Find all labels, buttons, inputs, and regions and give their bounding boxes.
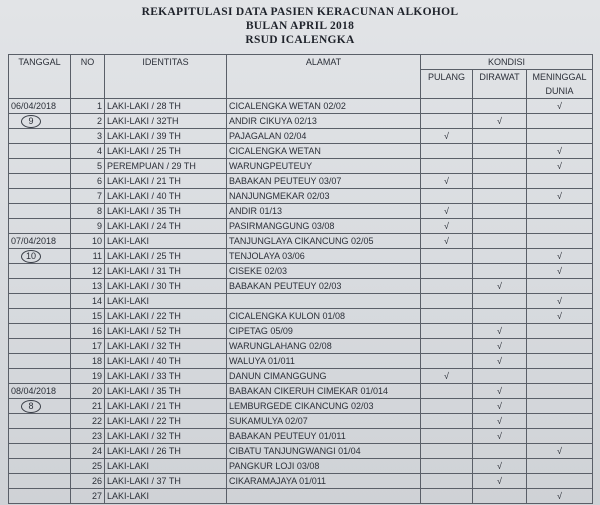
table-row [9, 384, 593, 399]
group-count-circle: 9 [21, 115, 41, 128]
report-title: REKAPITULASI DATA PASIEN KERACUNAN ALKOHOL [141, 6, 459, 18]
identitas-cell: LAKI-LAKI / 35 TH [105, 204, 227, 219]
tanggal-cell [9, 354, 71, 369]
group-count-circle: 10 [21, 250, 41, 263]
table-row [9, 159, 593, 174]
tanggal-cell [9, 219, 71, 234]
identitas-cell: LAKI-LAKI / 25 TH [105, 249, 227, 264]
kondisi-pulang-cell [421, 324, 473, 339]
kondisi-pulang-cell: √ [421, 219, 473, 234]
table-row [9, 354, 593, 369]
header-identitas: IDENTITAS [105, 55, 227, 99]
identitas-cell: LAKI-LAKI / 32 TH [105, 339, 227, 354]
row-number: 7 [71, 189, 105, 204]
table-row [9, 414, 593, 429]
alamat-cell: ANDIR 01/13 [227, 204, 421, 219]
kondisi-meninggal-cell [527, 474, 593, 489]
alamat-cell: DANUN CIMANGGUNG [227, 369, 421, 384]
tanggal-cell [9, 324, 71, 339]
header-kondisi: KONDISI [421, 55, 593, 70]
tanggal-cell [9, 174, 71, 189]
kondisi-dirawat-cell [473, 159, 527, 174]
tanggal-cell [9, 474, 71, 489]
kondisi-meninggal-cell: √ [527, 249, 593, 264]
identitas-cell: LAKI-LAKI / 22 TH [105, 309, 227, 324]
kondisi-meninggal-cell [527, 324, 593, 339]
kondisi-meninggal-cell [527, 459, 593, 474]
kondisi-meninggal-cell [527, 129, 593, 144]
kondisi-dirawat-cell: √ [473, 429, 527, 444]
tanggal-cell [9, 459, 71, 474]
kondisi-pulang-cell [421, 354, 473, 369]
kondisi-dirawat-cell [473, 249, 527, 264]
alamat-cell: BABAKAN PEUTEUY 02/03 [227, 279, 421, 294]
identitas-cell: LAKI-LAKI / 40 TH [105, 354, 227, 369]
kondisi-pulang-cell [421, 114, 473, 129]
kondisi-pulang-cell [421, 159, 473, 174]
kondisi-pulang-cell: √ [421, 234, 473, 249]
table-row [9, 294, 593, 309]
table-row [9, 489, 593, 504]
tanggal-cell [9, 489, 71, 504]
identitas-cell: LAKI-LAKI / 32 TH [105, 429, 227, 444]
kondisi-dirawat-cell [473, 369, 527, 384]
kondisi-meninggal-cell: √ [527, 294, 593, 309]
identitas-cell: LAKI-LAKI / 25 TH [105, 144, 227, 159]
row-number: 5 [71, 159, 105, 174]
row-number: 10 [71, 234, 105, 249]
kondisi-dirawat-cell: √ [473, 459, 527, 474]
patient-table [8, 54, 593, 504]
kondisi-pulang-cell [421, 444, 473, 459]
kondisi-meninggal-cell [527, 204, 593, 219]
kondisi-meninggal-cell [527, 384, 593, 399]
identitas-cell: LAKI-LAKI / 28 TH [105, 99, 227, 114]
kondisi-pulang-cell: √ [421, 174, 473, 189]
alamat-cell: CICALENGKA KULON 01/08 [227, 309, 421, 324]
header-dirawat: DIRAWAT [473, 70, 527, 99]
kondisi-meninggal-cell: √ [527, 264, 593, 279]
kondisi-dirawat-cell: √ [473, 324, 527, 339]
kondisi-dirawat-cell: √ [473, 279, 527, 294]
table-row [9, 204, 593, 219]
alamat-cell [227, 294, 421, 309]
kondisi-dirawat-cell [473, 174, 527, 189]
kondisi-pulang-cell [421, 189, 473, 204]
tanggal-cell [9, 444, 71, 459]
group-date: 06/04/2018 [11, 101, 57, 111]
row-number: 20 [71, 384, 105, 399]
group-date: 07/04/2018 [11, 236, 57, 246]
identitas-cell: LAKI-LAKI / 32TH [105, 114, 227, 129]
kondisi-pulang-cell [421, 489, 473, 504]
header-meninggal: MENINGGAL DUNIA [527, 70, 593, 99]
tanggal-cell [9, 399, 71, 414]
kondisi-pulang-cell: √ [421, 369, 473, 384]
alamat-cell: BABAKAN CIKERUH CIMEKAR 01/014 [227, 384, 421, 399]
row-number: 12 [71, 264, 105, 279]
kondisi-pulang-cell [421, 459, 473, 474]
table-row [9, 309, 593, 324]
tanggal-cell [9, 189, 71, 204]
row-number: 24 [71, 444, 105, 459]
table-row [9, 234, 593, 249]
kondisi-pulang-cell [421, 294, 473, 309]
alamat-cell: CIKARAMAJAYA 01/011 [227, 474, 421, 489]
table-row [9, 174, 593, 189]
table-row [9, 474, 593, 489]
tanggal-cell [9, 309, 71, 324]
tanggal-cell [9, 204, 71, 219]
kondisi-pulang-cell [421, 264, 473, 279]
tanggal-cell [9, 369, 71, 384]
identitas-cell: LAKI-LAKI [105, 489, 227, 504]
kondisi-pulang-cell [421, 429, 473, 444]
kondisi-dirawat-cell [473, 309, 527, 324]
kondisi-meninggal-cell: √ [527, 489, 593, 504]
alamat-cell: TANJUNGLAYA CIKANCUNG 02/05 [227, 234, 421, 249]
alamat-cell: CISEKE 02/03 [227, 264, 421, 279]
kondisi-dirawat-cell: √ [473, 384, 527, 399]
kondisi-dirawat-cell: √ [473, 474, 527, 489]
kondisi-meninggal-cell [527, 429, 593, 444]
alamat-cell [227, 489, 421, 504]
alamat-cell: CIPETAG 05/09 [227, 324, 421, 339]
identitas-cell: LAKI-LAKI / 21 TH [105, 174, 227, 189]
kondisi-dirawat-cell [473, 294, 527, 309]
row-number: 9 [71, 219, 105, 234]
alamat-cell: PAJAGALAN 02/04 [227, 129, 421, 144]
tanggal-cell [9, 114, 71, 129]
kondisi-meninggal-cell: √ [527, 189, 593, 204]
kondisi-pulang-cell [421, 384, 473, 399]
table-row [9, 264, 593, 279]
row-number: 25 [71, 459, 105, 474]
kondisi-meninggal-cell [527, 219, 593, 234]
identitas-cell: LAKI-LAKI / 37 TH [105, 474, 227, 489]
tanggal-cell [9, 414, 71, 429]
identitas-cell: LAKI-LAKI / 22 TH [105, 414, 227, 429]
row-number: 21 [71, 399, 105, 414]
kondisi-dirawat-cell: √ [473, 114, 527, 129]
report-period: BULAN APRIL 2018 [245, 20, 355, 32]
tanggal-cell [9, 294, 71, 309]
tanggal-cell [9, 144, 71, 159]
table-row [9, 399, 593, 414]
tanggal-cell [9, 249, 71, 264]
alamat-cell: CIBATU TANJUNGWANGI 01/04 [227, 444, 421, 459]
table-row [9, 369, 593, 384]
table-row [9, 219, 593, 234]
alamat-cell: BABAKAN PEUTEUY 03/07 [227, 174, 421, 189]
kondisi-pulang-cell: √ [421, 204, 473, 219]
table-row [9, 114, 593, 129]
report-hospital: RSUD ICALENGKA [245, 34, 355, 46]
row-number: 22 [71, 414, 105, 429]
identitas-cell: LAKI-LAKI / 33 TH [105, 369, 227, 384]
table-body [9, 99, 593, 504]
kondisi-pulang-cell [421, 99, 473, 114]
identitas-cell: LAKI-LAKI / 39 TH [105, 129, 227, 144]
row-number: 23 [71, 429, 105, 444]
alamat-cell: WARUNGLAHANG 02/08 [227, 339, 421, 354]
kondisi-meninggal-cell [527, 339, 593, 354]
kondisi-dirawat-cell [473, 144, 527, 159]
alamat-cell: SUKAMULYA 02/07 [227, 414, 421, 429]
kondisi-dirawat-cell [473, 189, 527, 204]
table-row [9, 339, 593, 354]
row-number: 27 [71, 489, 105, 504]
tanggal-cell [9, 339, 71, 354]
kondisi-dirawat-cell: √ [473, 399, 527, 414]
header-no: NO [71, 55, 105, 99]
kondisi-dirawat-cell [473, 219, 527, 234]
kondisi-pulang-cell [421, 144, 473, 159]
alamat-cell: CICALENGKA WETAN [227, 144, 421, 159]
tanggal-cell [9, 279, 71, 294]
kondisi-meninggal-cell [527, 174, 593, 189]
table-row [9, 444, 593, 459]
kondisi-dirawat-cell [473, 99, 527, 114]
identitas-cell: LAKI-LAKI / 40 TH [105, 189, 227, 204]
alamat-cell: ANDIR CIKUYA 02/13 [227, 114, 421, 129]
identitas-cell: LAKI-LAKI [105, 294, 227, 309]
kondisi-dirawat-cell: √ [473, 414, 527, 429]
tanggal-cell [9, 264, 71, 279]
tanggal-cell [9, 99, 71, 114]
table-row [9, 144, 593, 159]
row-number: 19 [71, 369, 105, 384]
alamat-cell: PASIRMANGGUNG 03/08 [227, 219, 421, 234]
kondisi-meninggal-cell [527, 114, 593, 129]
identitas-cell: LAKI-LAKI / 30 TH [105, 279, 227, 294]
tanggal-cell [9, 159, 71, 174]
identitas-cell: LAKI-LAKI / 31 TH [105, 264, 227, 279]
kondisi-pulang-cell [421, 309, 473, 324]
kondisi-pulang-cell [421, 339, 473, 354]
kondisi-meninggal-cell [527, 234, 593, 249]
kondisi-pulang-cell [421, 474, 473, 489]
group-date: 08/04/2018 [11, 386, 57, 396]
identitas-cell: LAKI-LAKI / 26 TH [105, 444, 227, 459]
row-number: 13 [71, 279, 105, 294]
row-number: 6 [71, 174, 105, 189]
identitas-cell: LAKI-LAKI / 52 TH [105, 324, 227, 339]
kondisi-pulang-cell [421, 399, 473, 414]
kondisi-meninggal-cell [527, 414, 593, 429]
kondisi-meninggal-cell: √ [527, 99, 593, 114]
table-row [9, 99, 593, 114]
identitas-cell: LAKI-LAKI / 21 TH [105, 399, 227, 414]
kondisi-meninggal-cell: √ [527, 444, 593, 459]
header-pulang: PULANG [421, 70, 473, 99]
kondisi-dirawat-cell [473, 444, 527, 459]
row-number: 1 [71, 99, 105, 114]
row-number: 14 [71, 294, 105, 309]
tanggal-cell [9, 384, 71, 399]
kondisi-meninggal-cell [527, 354, 593, 369]
table-row [9, 279, 593, 294]
alamat-cell: NANJUNGMEKAR 02/03 [227, 189, 421, 204]
kondisi-dirawat-cell [473, 234, 527, 249]
kondisi-pulang-cell [421, 249, 473, 264]
row-number: 18 [71, 354, 105, 369]
alamat-cell: PANGKUR LOJI 03/08 [227, 459, 421, 474]
header-alamat: ALAMAT [227, 55, 421, 99]
kondisi-pulang-cell [421, 279, 473, 294]
alamat-cell: WALUYA 01/011 [227, 354, 421, 369]
table-row [9, 324, 593, 339]
tanggal-cell [9, 429, 71, 444]
alamat-cell: TENJOLAYA 03/06 [227, 249, 421, 264]
identitas-cell: LAKI-LAKI / 35 TH [105, 384, 227, 399]
alamat-cell: CICALENGKA WETAN 02/02 [227, 99, 421, 114]
row-number: 26 [71, 474, 105, 489]
kondisi-dirawat-cell: √ [473, 354, 527, 369]
kondisi-pulang-cell: √ [421, 129, 473, 144]
tanggal-cell [9, 129, 71, 144]
row-number: 4 [71, 144, 105, 159]
row-number: 8 [71, 204, 105, 219]
table-row [9, 429, 593, 444]
table-row [9, 129, 593, 144]
header-tanggal: TANGGAL [9, 55, 71, 99]
kondisi-dirawat-cell [473, 489, 527, 504]
row-number: 17 [71, 339, 105, 354]
table-row [9, 249, 593, 264]
kondisi-meninggal-cell: √ [527, 159, 593, 174]
row-number: 11 [71, 249, 105, 264]
kondisi-meninggal-cell: √ [527, 144, 593, 159]
alamat-cell: LEMBURGEDE CIKANCUNG 02/03 [227, 399, 421, 414]
kondisi-dirawat-cell: √ [473, 339, 527, 354]
kondisi-dirawat-cell [473, 264, 527, 279]
kondisi-meninggal-cell [527, 369, 593, 384]
identitas-cell: LAKI-LAKI / 24 TH [105, 219, 227, 234]
kondisi-dirawat-cell [473, 204, 527, 219]
row-number: 3 [71, 129, 105, 144]
row-number: 16 [71, 324, 105, 339]
alamat-cell: BABAKAN PEUTEUY 01/011 [227, 429, 421, 444]
row-number: 2 [71, 114, 105, 129]
table-row [9, 189, 593, 204]
kondisi-pulang-cell [421, 414, 473, 429]
tanggal-cell [9, 234, 71, 249]
identitas-cell: LAKI-LAKI [105, 234, 227, 249]
kondisi-dirawat-cell [473, 129, 527, 144]
row-number: 15 [71, 309, 105, 324]
table-row [9, 459, 593, 474]
identitas-cell: PEREMPUAN / 29 TH [105, 159, 227, 174]
group-count-circle: 8 [21, 400, 41, 413]
kondisi-meninggal-cell [527, 399, 593, 414]
kondisi-meninggal-cell [527, 279, 593, 294]
alamat-cell: WARUNGPEUTEUY [227, 159, 421, 174]
identitas-cell: LAKI-LAKI [105, 459, 227, 474]
kondisi-meninggal-cell: √ [527, 309, 593, 324]
